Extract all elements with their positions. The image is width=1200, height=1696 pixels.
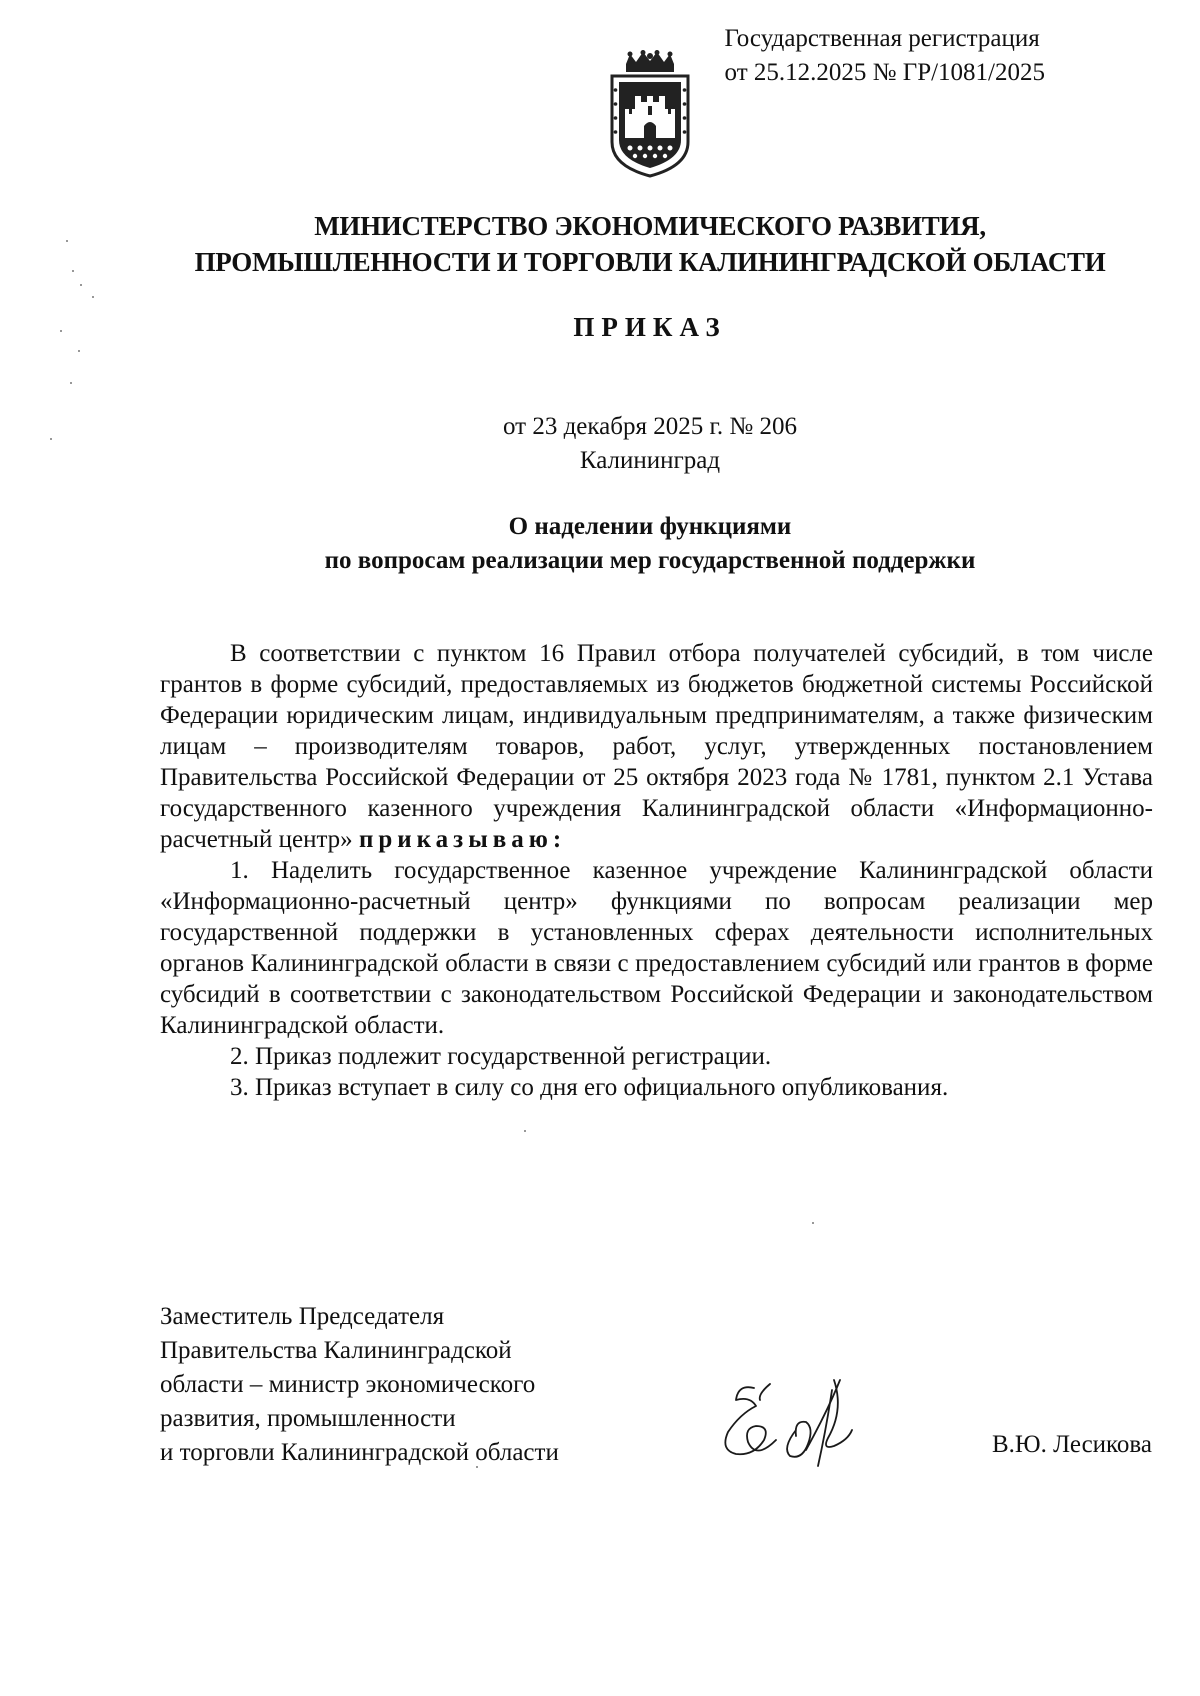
order-item-2: 2. Приказ подлежит государственной регистрации. [230,1043,772,1070]
subject-line-2: по вопросам реализации мер государственной поддержки [324,547,976,574]
ministry-line-1: МИНИСТЕРСТВО ЭКОНОМИЧЕСКОГО РАЗВИТИЯ, [314,211,986,241]
signatory-title-line-3: области – министр экономического [160,1371,536,1398]
registration-line-2: от 25.12.2025 № ГР/1081/2025 [724,59,1045,86]
order-city: Калининград [579,447,721,474]
scan-artifact [80,284,82,286]
scan-artifact [72,270,74,272]
order-word: приказываю: [358,826,567,853]
signatory-title-line-1: Заместитель Председателя [160,1303,445,1330]
handwritten-signature-icon [710,1370,900,1480]
signatory-title-line-2: Правительства Калининградской [160,1337,512,1364]
signatory-name: В.Ю. Лесикова [991,1431,1152,1458]
order-body [160,638,1153,1103]
registration-line-1: Государственная регистрация [724,25,1040,52]
signatory-position [160,1300,559,1470]
ministry-line-2: ПРОМЫШЛЕННОСТИ И ТОРГОВЛИ КАЛИНИНГРАДСКОЙ ОБЛАСТИ [194,247,1106,277]
signatory-title-line-5: и торговли Калининградской области [160,1439,559,1466]
scan-artifact [60,330,62,332]
signatory-title-line-4: развития, промышленности [160,1405,456,1432]
preamble-paragraph [160,638,1153,855]
scan-artifact [812,1222,814,1224]
document-type: ПРИКАЗ [573,312,727,342]
scan-artifact [50,438,52,440]
registration-stamp [725,22,1045,90]
coat-of-arms-icon [608,50,692,178]
scan-artifact [476,1466,478,1468]
order-item-3: 3. Приказ вступает в силу со дня его официального опубликования. [230,1074,949,1101]
preamble-text: В соответствии с пунктом 16 Правил отбора получателей субсидий, в том числе грантов в форме субсидий, предоставляемых из бюджетов бюджетной системы Российской Федерации юридическим лицам, индивидуальным предпринимателям, а также физическим лицам – производителям товаров, работ, услуг, утвержденных постановлением Правительства Российской Федерации от 25 октября 2023 года № 1781, пунктом 2.1 Устава государственного казенного учреждения Калининградской области «Информационно-расчетный центр» [160,640,1153,853]
order-subject [140,510,1160,578]
order-date-block [140,410,1160,478]
order-item-1: 1. Наделить государственное казенное учреждение Калининградской области «Информационно-расчетный центр» функциями по вопросам реализации мер государственной поддержки в установленных сферах деятельности исполнительных органов Калининградской области в связи с предоставлением субсидий или грантов в форме субсидий в соответствии с законодательством Российской Федерации и законодательством Калининградской области. [160,857,1153,1039]
ministry-name [140,208,1160,280]
scan-artifact [66,240,68,242]
scan-artifact [70,382,72,384]
subject-line-1: О наделении функциями [508,513,792,540]
scan-artifact [92,296,94,298]
scan-artifact [524,1130,526,1132]
scan-artifact [78,350,80,352]
order-date-number: от 23 декабря 2025 г. № 206 [502,413,798,440]
